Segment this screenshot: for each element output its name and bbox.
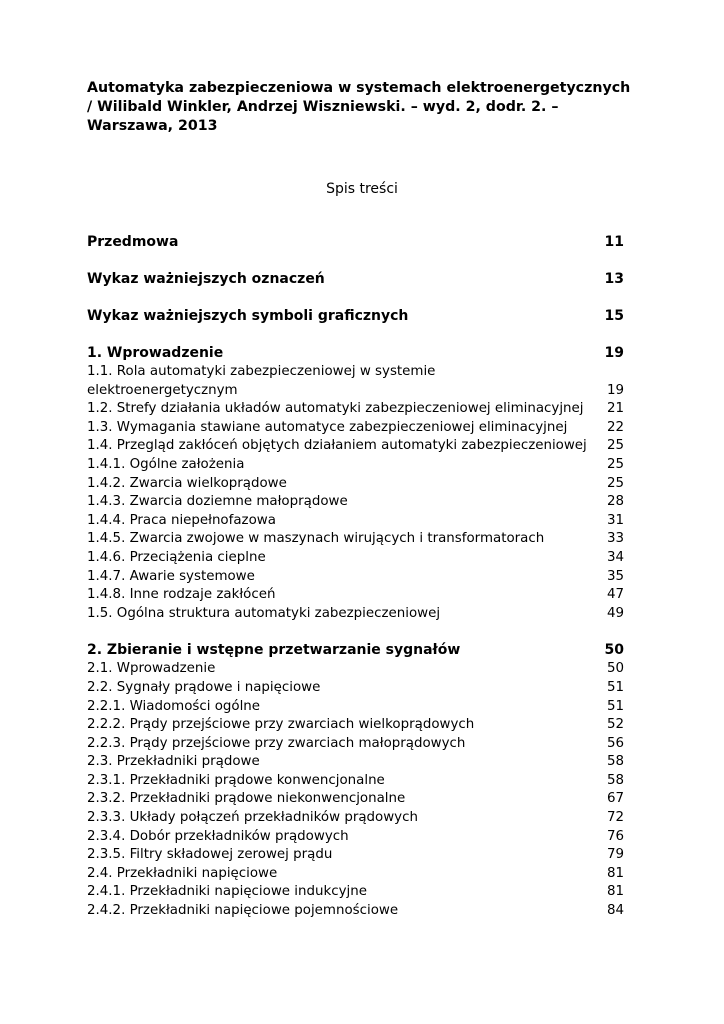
toc-entry-label: 2.3.3. Układy połączeń przekładników prądowych <box>87 810 418 826</box>
toc-entry <box>87 530 624 549</box>
toc-entry-label: 1.1. Rola automatyki zabezpieczeniowej w systemie elektroenergetycznym <box>87 364 440 398</box>
toc-entry-page-number: 51 <box>606 698 624 714</box>
toc-entry-label: 2.4.1. Przekładniki napięciowe indukcyjne <box>87 884 367 900</box>
toc-entry-page-number: 50 <box>606 661 624 677</box>
toc-entry-page-number: 22 <box>606 419 624 435</box>
toc-entry-label: 1.4. Przegląd zakłóceń objętych działaniem automatyki zabezpieczeniowej <box>87 438 587 454</box>
toc-entry <box>87 716 624 735</box>
toc-entry <box>87 828 624 847</box>
toc-entry-label: 2.1. Wprowadzenie <box>87 661 216 677</box>
toc-entry-label: 2.3.1. Przekładniki prądowe konwencjonalne <box>87 772 385 788</box>
toc-chapter-entry <box>87 307 624 326</box>
toc-entry <box>87 753 624 772</box>
toc-chapter-entry <box>87 344 624 363</box>
toc-entry-label: 1.4.3. Zwarcia doziemne małoprądowe <box>87 494 348 510</box>
toc-entry <box>87 846 624 865</box>
toc-entry-page-number: 47 <box>606 587 624 603</box>
toc-entry <box>87 660 624 679</box>
toc-entry-label: 1.5. Ogólna struktura automatyki zabezpieczeniowej <box>87 605 441 621</box>
toc-entry-page-number: 79 <box>606 847 624 863</box>
toc-entry-page-number: 81 <box>606 884 624 900</box>
toc-entry <box>87 586 624 605</box>
toc-entry-label: 2.3.2. Przekładniki prądowe niekonwencjonalne <box>87 791 406 807</box>
toc-entry <box>87 363 624 400</box>
toc-entry-page-number: 67 <box>606 791 624 807</box>
toc-entry-label: 2.4.2. Przekładniki napięciowe pojemnościowe <box>87 903 399 919</box>
toc-entry-page-number: 56 <box>606 735 624 751</box>
toc-entry <box>87 883 624 902</box>
toc-entry-page-number: 34 <box>606 549 624 565</box>
toc-entry <box>87 419 624 438</box>
toc-chapter-entry <box>87 270 624 289</box>
toc-chapter-entry <box>87 641 624 660</box>
toc-entry-page-number: 19 <box>606 382 624 398</box>
toc-entry-label: 2.2.2. Prądy przejściowe przy zwarciach wielkoprądowych <box>87 717 475 733</box>
book-title: Automatyka zabezpieczeniowa w systemach elektroenergetycznych / Wilibald Winkler, Andrzej Wiszniewski. – wyd. 2, dodr. 2. – Warszawa, 2013 <box>87 80 631 134</box>
toc-entry-label: 2.2. Sygnały prądowe i napięciowe <box>87 679 321 695</box>
toc-entry-page-number: 84 <box>606 903 624 919</box>
toc-entry-page-number: 51 <box>606 679 624 695</box>
toc-entry <box>87 437 624 456</box>
toc-entry-label: 2.3.5. Filtry składowej zerowej prądu <box>87 847 333 863</box>
toc-heading: Spis treści <box>326 181 398 197</box>
toc-entry-label: 1.3. Wymagania stawiane automatyce zabezpieczeniowej eliminacyjnej <box>87 419 568 435</box>
toc-entry-page-number: 21 <box>606 401 624 417</box>
toc-entry <box>87 735 624 754</box>
toc-entry-label: Przedmowa <box>87 234 179 250</box>
toc-entry-label: 2.2.3. Prądy przejściowe przy zwarciach małoprądowych <box>87 735 466 751</box>
table-of-contents <box>87 233 624 921</box>
toc-entry <box>87 456 624 475</box>
toc-entry-label: 2. Zbieranie i wstępne przetwarzanie sygnałów <box>87 642 461 659</box>
toc-entry <box>87 698 624 717</box>
toc-entry-page-number: 49 <box>606 605 624 621</box>
toc-entry-page-number: 81 <box>606 865 624 881</box>
toc-entry-page-number: 25 <box>606 438 624 454</box>
toc-entry-label: Wykaz ważniejszych symboli graficznych <box>87 308 409 324</box>
toc-entry-page-number: 28 <box>606 494 624 510</box>
toc-entry-label: 1.2. Strefy działania układów automatyki zabezpieczeniowej eliminacyjnej <box>87 401 584 417</box>
toc-entry <box>87 865 624 884</box>
toc-entry-page-number: 33 <box>606 531 624 547</box>
toc-entry <box>87 809 624 828</box>
toc-entry-label: 2.3.4. Dobór przekładników prądowych <box>87 828 349 844</box>
toc-entry-page-number: 25 <box>606 475 624 491</box>
toc-entry-page-number: 35 <box>606 568 624 584</box>
toc-entry-label: 1.4.5. Zwarcia zwojowe w maszynach wirujących i transformatorach <box>87 531 545 547</box>
toc-entry-label: 2.2.1. Wiadomości ogólne <box>87 698 261 714</box>
toc-entry-label: 1.4.1. Ogólne założenia <box>87 456 245 472</box>
toc-entry <box>87 772 624 791</box>
toc-entry-page-number: 72 <box>606 810 624 826</box>
toc-entry-page-number: 52 <box>606 717 624 733</box>
toc-entry-page-number: 19 <box>604 345 624 361</box>
toc-entry-label: 1.4.6. Przeciążenia cieplne <box>87 549 266 565</box>
toc-entry <box>87 475 624 494</box>
toc-entry <box>87 605 624 624</box>
toc-entry-page-number: 25 <box>606 456 624 472</box>
toc-entry-label: 1.4.7. Awarie systemowe <box>87 568 255 584</box>
toc-entry-page-number: 11 <box>604 234 624 250</box>
toc-entry-page-number: 58 <box>606 772 624 788</box>
toc-entry-page-number: 15 <box>604 308 624 324</box>
toc-entry-page-number: 58 <box>606 754 624 770</box>
toc-chapter-entry <box>87 233 624 252</box>
toc-entry-page-number: 31 <box>606 512 624 528</box>
toc-entry <box>87 549 624 568</box>
toc-entry <box>87 568 624 587</box>
toc-entry-label: 1.4.2. Zwarcia wielkoprądowe <box>87 475 287 491</box>
toc-entry-label: 2.3. Przekładniki prądowe <box>87 754 260 770</box>
toc-entry <box>87 790 624 809</box>
toc-entry-page-number: 13 <box>604 271 624 287</box>
toc-entry-label: 1. Wprowadzenie <box>87 345 224 361</box>
toc-entry-label: Wykaz ważniejszych oznaczeń <box>87 271 325 287</box>
toc-entry-page-number: 50 <box>604 642 624 659</box>
toc-entry-label: 1.4.4. Praca niepełnofazowa <box>87 512 276 528</box>
toc-entry <box>87 512 624 531</box>
toc-entry <box>87 493 624 512</box>
toc-entry-page-number: 76 <box>606 828 624 844</box>
toc-entry-label: 1.4.8. Inne rodzaje zakłóceń <box>87 587 276 603</box>
toc-entry-label: 2.4. Przekładniki napięciowe <box>87 865 278 881</box>
toc-entry <box>87 679 624 698</box>
toc-entry <box>87 400 624 419</box>
toc-entry <box>87 902 624 921</box>
